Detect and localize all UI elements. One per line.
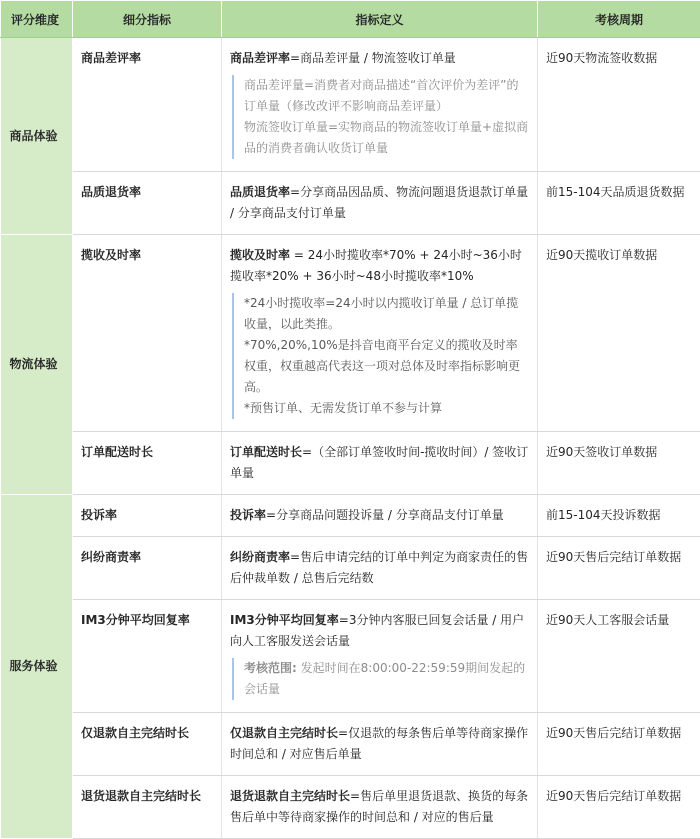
- definition-formula: =商品差评量 / 物流签收订单量: [290, 51, 456, 65]
- period-cell: 近90天售后完结订单数据: [538, 776, 700, 839]
- definition-formula: =售后单里退货退款、换货的每条售后单中等待商家操作的时间总和 / 对应的售后量: [230, 789, 528, 824]
- header-row: [1, 1, 700, 38]
- definition-note: [232, 75, 529, 159]
- header-definition: 指标定义: [222, 1, 538, 38]
- table-row: [1, 235, 700, 432]
- metric-cell: 订单配送时长: [73, 432, 222, 495]
- metric-cell: 品质退货率: [73, 172, 222, 235]
- definition-cell: [222, 713, 538, 776]
- note-line: 商品差评量=消费者对商品描述“首次评价为差评”的订单量（修改改评不影响商品差评量）: [244, 75, 529, 117]
- definition-cell: [222, 38, 538, 172]
- metric-cell: 纠纷商责率: [73, 537, 222, 600]
- table-row: [1, 495, 700, 537]
- definition-formula: =（全部订单签收时间-揽收时间）/ 签收订单量: [230, 445, 528, 480]
- definition-note: [232, 658, 529, 700]
- header-period: 考核周期: [538, 1, 700, 38]
- note-line: 发起时间在8:00:00-22:59:59期间发起的会话量: [244, 661, 525, 696]
- definition-term: 退货退款自主完结时长: [230, 789, 350, 803]
- period-cell: 近90天签收订单数据: [538, 432, 700, 495]
- definition-term: 订单配送时长: [230, 445, 302, 459]
- definition-note: [232, 293, 529, 419]
- definition-term: 商品差评率: [230, 51, 290, 65]
- table-row: [1, 600, 700, 713]
- definition-term: 纠纷商责率: [230, 550, 290, 564]
- period-cell: 近90天人工客服会话量: [538, 600, 700, 713]
- definition-cell: [222, 495, 538, 537]
- header-dimension: 评分维度: [1, 1, 73, 38]
- note-label: 考核范围:: [244, 661, 297, 675]
- metric-cell: 商品差评率: [73, 38, 222, 172]
- definition-formula: =3分钟内客服已回复会话量 / 用户向人工客服发送会话量: [230, 613, 524, 648]
- period-cell: 近90天售后完结订单数据: [538, 537, 700, 600]
- note-line: *24小时揽收率=24小时以内揽收订单量 / 总订单揽收量，以此类推。: [244, 293, 529, 335]
- definition-formula: =分享商品问题投诉量 / 分享商品支付订单量: [266, 508, 504, 522]
- note-line: *预售订单、无需发货订单不参与计算: [244, 398, 529, 419]
- period-cell: 前15-104天品质退货数据: [538, 172, 700, 235]
- period-cell: 近90天物流签收数据: [538, 38, 700, 172]
- period-cell: 近90天揽收订单数据: [538, 235, 700, 432]
- dimension-cell: 物流体验: [1, 235, 73, 495]
- metric-cell: 仅退款自主完结时长: [73, 713, 222, 776]
- definition-cell: [222, 172, 538, 235]
- definition-formula: =仅退款的每条售后单等待商家操作时间总和 / 对应售后单量: [230, 726, 528, 761]
- metric-cell: 投诉率: [73, 495, 222, 537]
- definition-formula: =分享商品因品质、物流问题退货退款订单量 / 分享商品支付订单量: [230, 185, 528, 220]
- definition-cell: [222, 432, 538, 495]
- definition-term: 揽收及时率: [230, 248, 290, 262]
- note-line: *70%,20%,10%是抖音电商平台定义的揽收及时率权重，权重越高代表这一项对总体及时率指标影响更高。: [244, 335, 529, 398]
- table-row: [1, 776, 700, 839]
- metric-cell: 揽收及时率: [73, 235, 222, 432]
- table-row: [1, 172, 700, 235]
- dimension-cell: 商品体验: [1, 38, 73, 235]
- definition-cell: [222, 235, 538, 432]
- period-cell: 前15-104天投诉数据: [538, 495, 700, 537]
- definition-formula: = 24小时揽收率*70% + 24小时~36小时揽收率*20% + 36小时~48小时揽收率*10%: [230, 248, 522, 283]
- definition-cell: [222, 600, 538, 713]
- dimension-cell: 服务体验: [1, 495, 73, 839]
- table-row: [1, 537, 700, 600]
- definition-term: 品质退货率: [230, 185, 290, 199]
- note-line: 物流签收订单量=实物商品的物流签收订单量+虚拟商品的消费者确认收货订单量: [244, 117, 529, 159]
- definition-cell: [222, 776, 538, 839]
- table-row: [1, 38, 700, 172]
- definition-formula: =售后申请完结的订单中判定为商家责任的售后仲裁单数 / 总售后完结数: [230, 550, 528, 585]
- definition-cell: [222, 537, 538, 600]
- definition-term: 仅退款自主完结时长: [230, 726, 338, 740]
- metric-cell: 退货退款自主完结时长: [73, 776, 222, 839]
- definition-term: IM3分钟平均回复率: [230, 613, 339, 627]
- definition-term: 投诉率: [230, 508, 266, 522]
- table-row: [1, 432, 700, 495]
- metric-cell: IM3分钟平均回复率: [73, 600, 222, 713]
- table-row: [1, 713, 700, 776]
- header-metric: 细分指标: [73, 1, 222, 38]
- period-cell: 近90天售后完结订单数据: [538, 713, 700, 776]
